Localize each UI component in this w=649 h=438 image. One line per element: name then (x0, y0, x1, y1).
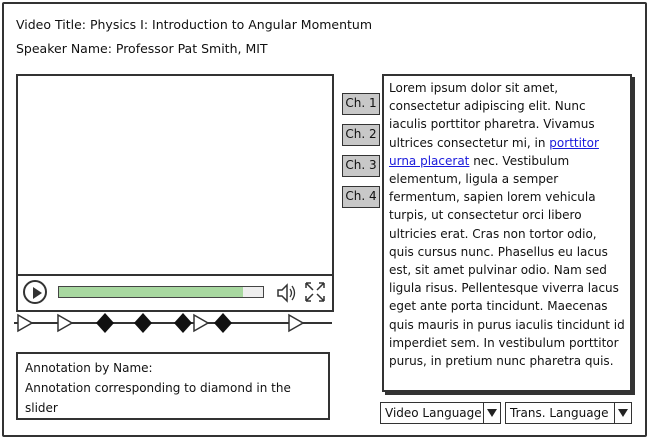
transcript-text-start: Lorem ipsum dolor sit amet, consectetur adipiscing elit. Nunc iaculis porttitor pharetra. Vivamus ultrices consectetur mi, in (389, 81, 595, 150)
video-language-dropdown[interactable] (380, 402, 501, 424)
play-button[interactable] (23, 280, 47, 304)
video-player[interactable] (16, 74, 334, 312)
chevron-down-icon (614, 403, 631, 423)
chapter-1-button[interactable]: Ch. 1 (342, 93, 380, 115)
trans-language-label: Trans. Language (510, 406, 609, 420)
annotation-title: Annotation by Name: (25, 361, 153, 375)
annotation-box (16, 352, 330, 420)
progress-fill (59, 287, 243, 297)
transcript-panel[interactable] (382, 74, 632, 392)
slider-diamond-marker[interactable] (134, 313, 152, 333)
slider-triangle-marker[interactable] (58, 315, 72, 331)
fullscreen-icon[interactable] (304, 281, 326, 303)
volume-icon[interactable] (276, 281, 298, 305)
transcript-link[interactable]: porttitor urna placerat (389, 135, 599, 168)
slider-triangle-marker[interactable] (289, 315, 303, 331)
chapter-3-button[interactable]: Ch. 3 (342, 155, 380, 177)
slider-diamond-marker[interactable] (96, 313, 114, 333)
video-title: Video Title: Physics I: Introduction to Angular Momentum (16, 17, 373, 32)
trans-language-dropdown[interactable] (505, 402, 632, 424)
player-controls (18, 274, 332, 310)
progress-bar[interactable] (58, 286, 264, 298)
annotation-body: Annotation corresponding to diamond in the slider (25, 381, 291, 415)
chevron-down-icon (483, 403, 500, 423)
speaker-name: Speaker Name: Professor Pat Smith, MIT (16, 41, 268, 56)
annotation-slider[interactable] (12, 310, 334, 336)
chapter-4-button[interactable]: Ch. 4 (342, 186, 380, 208)
slider-diamond-marker[interactable] (214, 313, 232, 333)
slider-triangle-marker[interactable] (194, 315, 208, 331)
slider-triangle-marker[interactable] (18, 315, 32, 331)
transcript-text-end: nec. Vestibulum elementum, ligula a semper fermentum, sapien lorem vehicula turpis, ut consectetur orci libero ultricies erat. Cras non tortor odio, quis cursus nunc. Phasellus eu lacus est, sit amet pulvinar odio. Nam sed ligula risus. Pellentesque viverra lacus eget ante porta tincidunt. Maecenas quis mauris in purus iaculis tincidunt id imperdiet sem. In vestibulum porttitor purus, in pretium nunc pharetra quis. (389, 153, 625, 369)
video-language-label: Video Language (385, 406, 482, 420)
slider-diamond-marker[interactable] (174, 313, 192, 333)
chapter-2-button[interactable]: Ch. 2 (342, 124, 380, 146)
